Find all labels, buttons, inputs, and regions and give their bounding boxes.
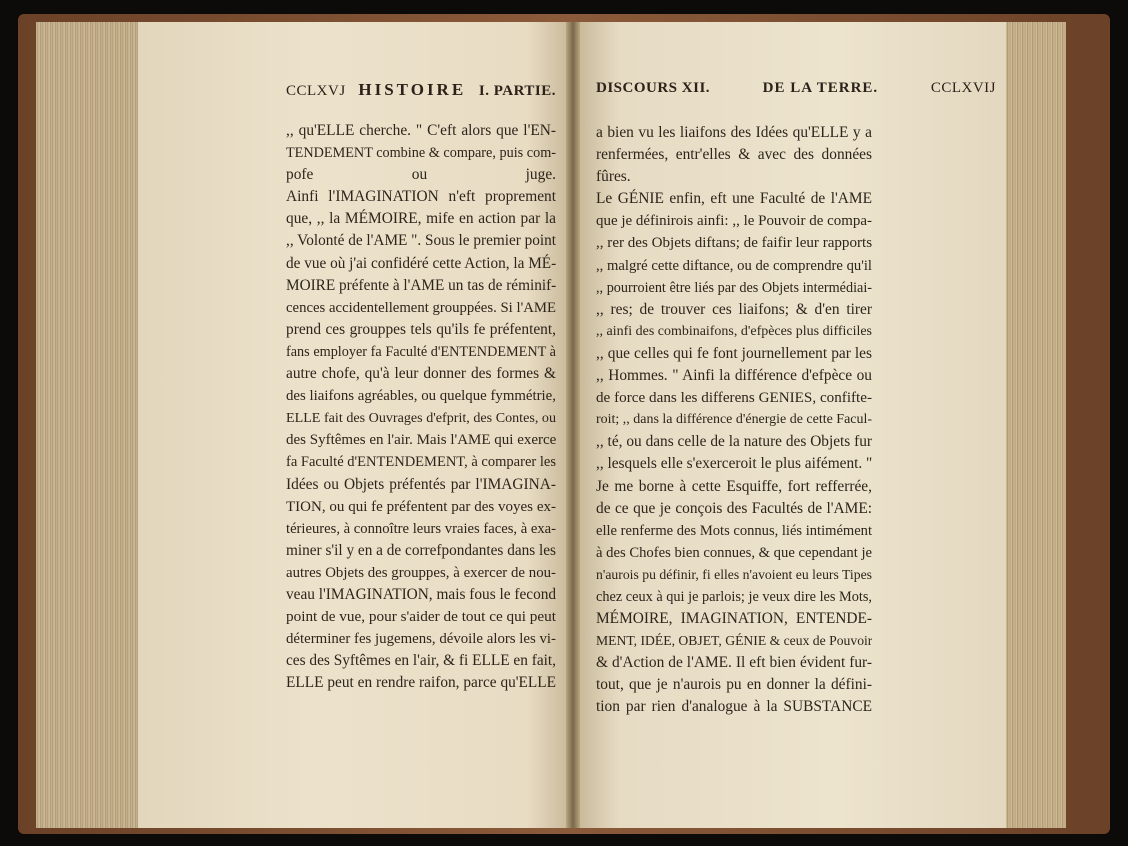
text-line: MÉMOIRE, IMAGINATION, ENTENDE- <box>596 610 872 628</box>
right-page-edges <box>1002 22 1066 828</box>
text-line: de ce que je conçois des Facultés de l'AME: <box>596 499 872 517</box>
right-discourse: DISCOURS XII. <box>596 80 711 96</box>
text-line: n'aurois pu définir, fi elles n'avoient eu leurs Tipes <box>596 566 872 582</box>
text-line: Idées ou Objets préfentés par l'IMAGINA- <box>286 475 556 493</box>
text-line: de vue où j'ai confidéré cette Action, la MÉ- <box>286 254 556 272</box>
text-line: MOIRE préfente à l'AME un tas de réminif- <box>286 276 556 294</box>
text-line: que je définirois ainfi: ,, le Pouvoir de compa- <box>596 213 872 230</box>
text-line: & d'Action de l'AME. Il eft bien évident fur- <box>596 654 872 672</box>
text-line: pofe ou juge. <box>286 166 556 184</box>
text-line: roit; ,, dans la différence d'énergie de cette Facul- <box>596 412 872 428</box>
text-line: autre chofe, qu'à leur donner des formes & <box>286 365 556 383</box>
text-line: cences accidentellement grouppées. Si l'AME <box>286 299 556 316</box>
text-line: de force dans les differens GENIES, confifte- <box>596 390 872 407</box>
text-line: ELLE fait des Ouvrages d'efprit, des Contes, ou <box>286 410 556 427</box>
text-line: TION, ou qui fe préfentent par des voyes ex- <box>286 498 556 515</box>
text-line: Je me borne à cette Esquiffe, fort refferrée, <box>596 477 872 495</box>
text-line: ,, Volonté de l'AME ". Sous le premier point <box>286 232 556 250</box>
left-running-title: HISTOIRE <box>358 80 467 99</box>
text-line: que, ,, la MÉMOIRE, mife en action par la <box>286 210 556 228</box>
left-running-head <box>286 80 556 106</box>
left-folio: CCLXVJ <box>286 83 346 99</box>
text-line: fa Faculté d'ENTENDEMENT, à comparer les <box>286 454 556 471</box>
text-line: ,, lesquels elle s'exerceroit le plus aifément. " <box>596 455 872 473</box>
text-line: ,, pourroient être liés par des Objets intermédiai- <box>596 279 872 296</box>
text-line: ,, té, ou dans celle de la nature des Objets fur <box>596 433 872 451</box>
text-line: autres Objets des grouppes, à exercer de nou- <box>286 564 556 581</box>
book-gutter <box>566 22 580 828</box>
text-line: elle renferme des Mots connus, liés intimément <box>596 522 872 539</box>
text-line: veau l'IMAGINATION, mais fous le fecond <box>286 585 556 603</box>
text-line: ELLE peut en rendre raifon, parce qu'ELLE <box>286 674 556 692</box>
text-line: chez ceux à qui je parlois; je veux dire les Mots, <box>596 588 872 605</box>
text-line: fans employer fa Faculté d'ENTENDEMENT à <box>286 343 556 360</box>
text-line: prend ces grouppes tels qu'ils fe préfentent, <box>286 320 556 338</box>
text-line: fûres. <box>596 168 631 186</box>
text-line: MENT, IDÉE, OBJET, GÉNIE & ceux de Pouvoir <box>596 633 872 649</box>
text-line: ,, res; de trouver ces liaifons; & d'en tirer <box>596 300 872 318</box>
left-body-text <box>286 120 556 694</box>
text-line: déterminer fes jugemens, dévoile alors les vi- <box>286 631 556 648</box>
text-line: ,, Hommes. " Ainfi la différence d'efpèce ou <box>596 367 872 385</box>
text-line: miner s'il y en a de correfpondantes dans les <box>286 541 556 559</box>
text-line: Ainfi l'IMAGINATION n'eft proprement <box>286 188 556 206</box>
text-line: ,, rer des Objets diftans; de faifir leur rapports <box>596 235 872 252</box>
text-line: ,, malgré cette diftance, ou de comprendre qu'il <box>596 257 872 274</box>
right-folio: CCLXVIJ <box>930 80 996 96</box>
text-line: des Syftêmes en l'air. Mais l'AME qui exerce <box>286 432 556 449</box>
text-line: des liaifons agréables, ou quelque fymmétrie, <box>286 388 556 405</box>
text-line: ces des Syftêmes en l'air, & fi ELLE en fait, <box>286 652 556 670</box>
text-line: tion par rien d'analogue à la SUBSTANCE <box>596 698 872 716</box>
left-page-edges <box>36 22 144 828</box>
right-running-head <box>596 80 996 106</box>
right-running-title: DE LA TERRE. <box>762 80 879 96</box>
text-line: a bien vu les liaifons des Idées qu'ELLE y a <box>596 124 872 141</box>
text-line: ,, ainfi des combinaifons, d'efpèces plus difficiles <box>596 323 872 339</box>
right-body-text <box>596 122 872 719</box>
text-line: renfermées, entr'elles & avec des données <box>596 146 872 164</box>
text-line: Le GÉNIE enfin, eft une Faculté de l'AME <box>596 190 872 208</box>
text-line: ,, que celles qui fe font journellement par les <box>596 344 872 362</box>
text-line: tout, que je n'aurois pu en donner la défini- <box>596 676 872 694</box>
text-line: TENDEMENT combine & compare, puis com- <box>286 145 556 162</box>
left-part: I. PARTIE. <box>478 83 556 99</box>
text-line: ,, qu'ELLE cherche. " C'eft alors que l'EN- <box>286 122 556 139</box>
text-line: térieures, à connoître leurs vraies faces, à exa- <box>286 520 556 537</box>
text-line: point de vue, pour s'aider de tout ce qui peut <box>286 608 556 626</box>
text-line: à des Chofes bien connues, & que cependant je <box>596 544 872 561</box>
